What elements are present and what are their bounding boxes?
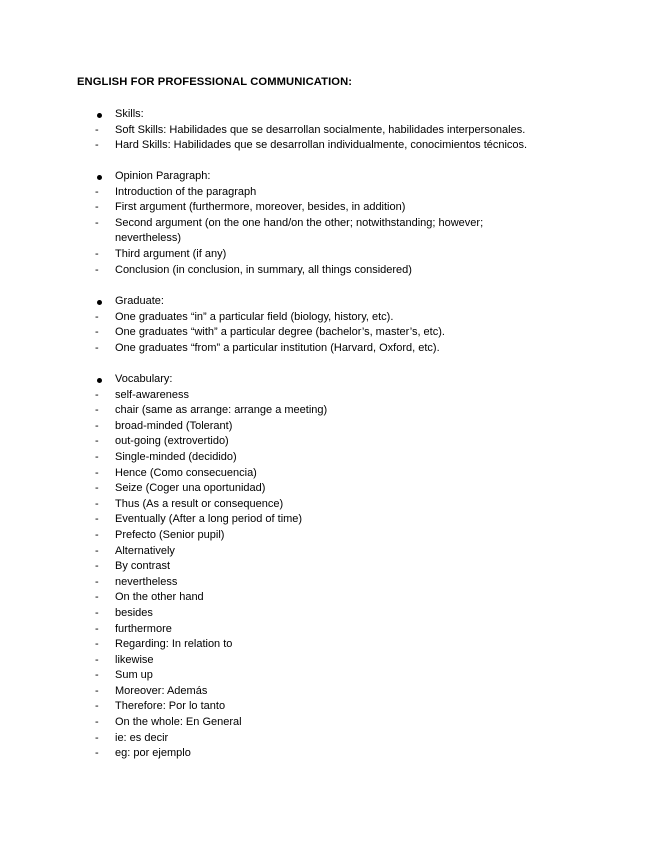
list-item-text: Seize (Coger una oportunidad) (115, 482, 266, 495)
heading-text: Skills: (115, 108, 144, 120)
bullet-icon (97, 113, 102, 118)
list-item-text: First argument (furthermore, moreover, besides, in addition) (115, 201, 406, 214)
list-item (0, 746, 655, 762)
list-item-text: eg: por ejemplo (115, 747, 191, 760)
list-item-text: ie: es decir (115, 731, 169, 744)
list-item-text: One graduates “with” a particular degree (bachelor’s, master’s, etc). (115, 326, 445, 339)
dash-marker: - (95, 622, 99, 635)
list-item-text: By contrast (115, 560, 171, 573)
list-item (0, 200, 655, 216)
dash-marker: - (95, 185, 99, 198)
dash-marker: - (95, 575, 99, 588)
dash-marker: - (95, 419, 99, 432)
dash-marker: - (95, 466, 99, 479)
list-item (0, 544, 655, 560)
heading-text: Opinion Paragraph: (115, 170, 211, 182)
list-item-text: Hence (Como consecuencia) (115, 466, 257, 479)
list-item-text: furthermore (115, 622, 172, 635)
dash-marker: - (95, 731, 99, 744)
dash-marker: - (95, 684, 99, 697)
list-item (0, 559, 655, 575)
list-item (0, 123, 655, 139)
list-item-text: Introduction of the paragraph (115, 185, 257, 198)
list-item (0, 325, 655, 341)
list-item-text: Eventually (After a long period of time) (115, 513, 303, 526)
section-heading (0, 294, 655, 310)
list-item (0, 388, 655, 404)
list-item (0, 481, 655, 497)
dash-marker: - (95, 653, 99, 666)
dash-marker: - (95, 560, 99, 573)
list-item (0, 434, 655, 450)
dash-marker: - (95, 123, 99, 136)
dash-marker: - (95, 700, 99, 713)
dash-marker: - (95, 341, 99, 354)
dash-marker: - (95, 139, 99, 152)
list-item-text: Therefore: Por lo tanto (115, 700, 226, 713)
dash-marker: - (95, 513, 99, 526)
list-item-text: nevertheless (115, 575, 178, 588)
list-item (0, 512, 655, 528)
dash-marker: - (95, 497, 99, 510)
heading-text: Vocabulary: (115, 373, 173, 385)
list-item (0, 419, 655, 435)
dash-marker: - (95, 435, 99, 448)
list-item-text: Second argument (on the one hand/on the other; notwithstanding; however; nevertheless) (115, 216, 484, 245)
list-item-text: besides (115, 606, 153, 619)
list-item-text: On the whole: En General (115, 716, 242, 729)
list-item (0, 216, 655, 247)
list-item-text: One graduates “in” a particular field (biology, history, etc). (115, 310, 394, 323)
list-item-text: Alternatively (115, 544, 175, 557)
dash-marker: - (95, 638, 99, 651)
list-item (0, 466, 655, 482)
list-item (0, 699, 655, 715)
section-heading (0, 372, 655, 388)
list-item (0, 497, 655, 513)
list-item-text: Sum up (115, 669, 153, 682)
dash-marker: - (95, 482, 99, 495)
list-item (0, 606, 655, 622)
list-item-text: One graduates “from” a particular institution (Harvard, Oxford, etc). (115, 341, 440, 354)
list-item (0, 715, 655, 731)
list-item-text: Regarding: In relation to (115, 638, 233, 651)
dash-marker: - (95, 201, 99, 214)
opinion-section (0, 169, 655, 278)
list-item-text: broad-minded (Tolerant) (115, 419, 233, 432)
list-item-text: Prefecto (Senior pupil) (115, 528, 225, 541)
dash-marker: - (95, 747, 99, 760)
dash-marker: - (95, 544, 99, 557)
list-item (0, 341, 655, 357)
list-item (0, 138, 655, 154)
vocabulary-section (0, 372, 655, 762)
skills-section (0, 107, 655, 154)
graduate-section (0, 294, 655, 356)
list-item (0, 403, 655, 419)
list-item (0, 590, 655, 606)
document-title: ENGLISH FOR PROFESSIONAL COMMUNICATION: (77, 76, 353, 88)
list-item-text: Conclusion (in conclusion, in summary, all things considered) (115, 263, 412, 276)
bullet-icon (97, 378, 102, 383)
heading-text: Graduate: (115, 295, 164, 307)
list-item-text: self-awareness (115, 388, 189, 401)
list-item-text: On the other hand (115, 591, 204, 604)
list-item-text: Single-minded (decidido) (115, 450, 237, 463)
section-heading (0, 169, 655, 185)
list-item (0, 450, 655, 466)
dash-marker: - (95, 404, 99, 417)
list-item (0, 668, 655, 684)
dash-marker: - (95, 310, 99, 323)
vocabulary-list (0, 388, 655, 762)
list-item (0, 622, 655, 638)
list-item (0, 637, 655, 653)
list-item (0, 247, 655, 263)
list-item (0, 731, 655, 747)
list-item-text: out-going (extrovertido) (115, 435, 229, 448)
list-item-text: chair (same as arrange: arrange a meeting) (115, 404, 328, 417)
list-item (0, 185, 655, 201)
list-item-text: likewise (115, 653, 154, 666)
bullet-icon (97, 300, 102, 305)
bullet-icon (97, 175, 102, 180)
list-item (0, 653, 655, 669)
dash-marker: - (95, 450, 99, 463)
list-item-text: Third argument (if any) (115, 247, 227, 260)
dash-marker: - (95, 528, 99, 541)
list-item (0, 263, 655, 279)
list-item-text: Soft Skills: Habilidades que se desarrollan socialmente, habilidades interpersonales. (115, 123, 526, 136)
list-item (0, 528, 655, 544)
dash-marker: - (95, 388, 99, 401)
dash-marker: - (95, 591, 99, 604)
list-item-text: Thus (As a result or consequence) (115, 497, 284, 510)
list-item (0, 684, 655, 700)
list-item (0, 310, 655, 326)
list-item (0, 575, 655, 591)
dash-marker: - (95, 263, 99, 276)
dash-marker: - (95, 247, 99, 260)
dash-marker: - (95, 326, 99, 339)
section-heading (0, 107, 655, 123)
dash-marker: - (95, 716, 99, 729)
list-item-text: Moreover: Además (115, 684, 208, 697)
dash-marker: - (95, 669, 99, 682)
dash-marker: - (95, 606, 99, 619)
list-item-text: Hard Skills: Habilidades que se desarrollan individualmente, conocimientos técnicos. (115, 139, 528, 152)
dash-marker: - (95, 216, 99, 229)
